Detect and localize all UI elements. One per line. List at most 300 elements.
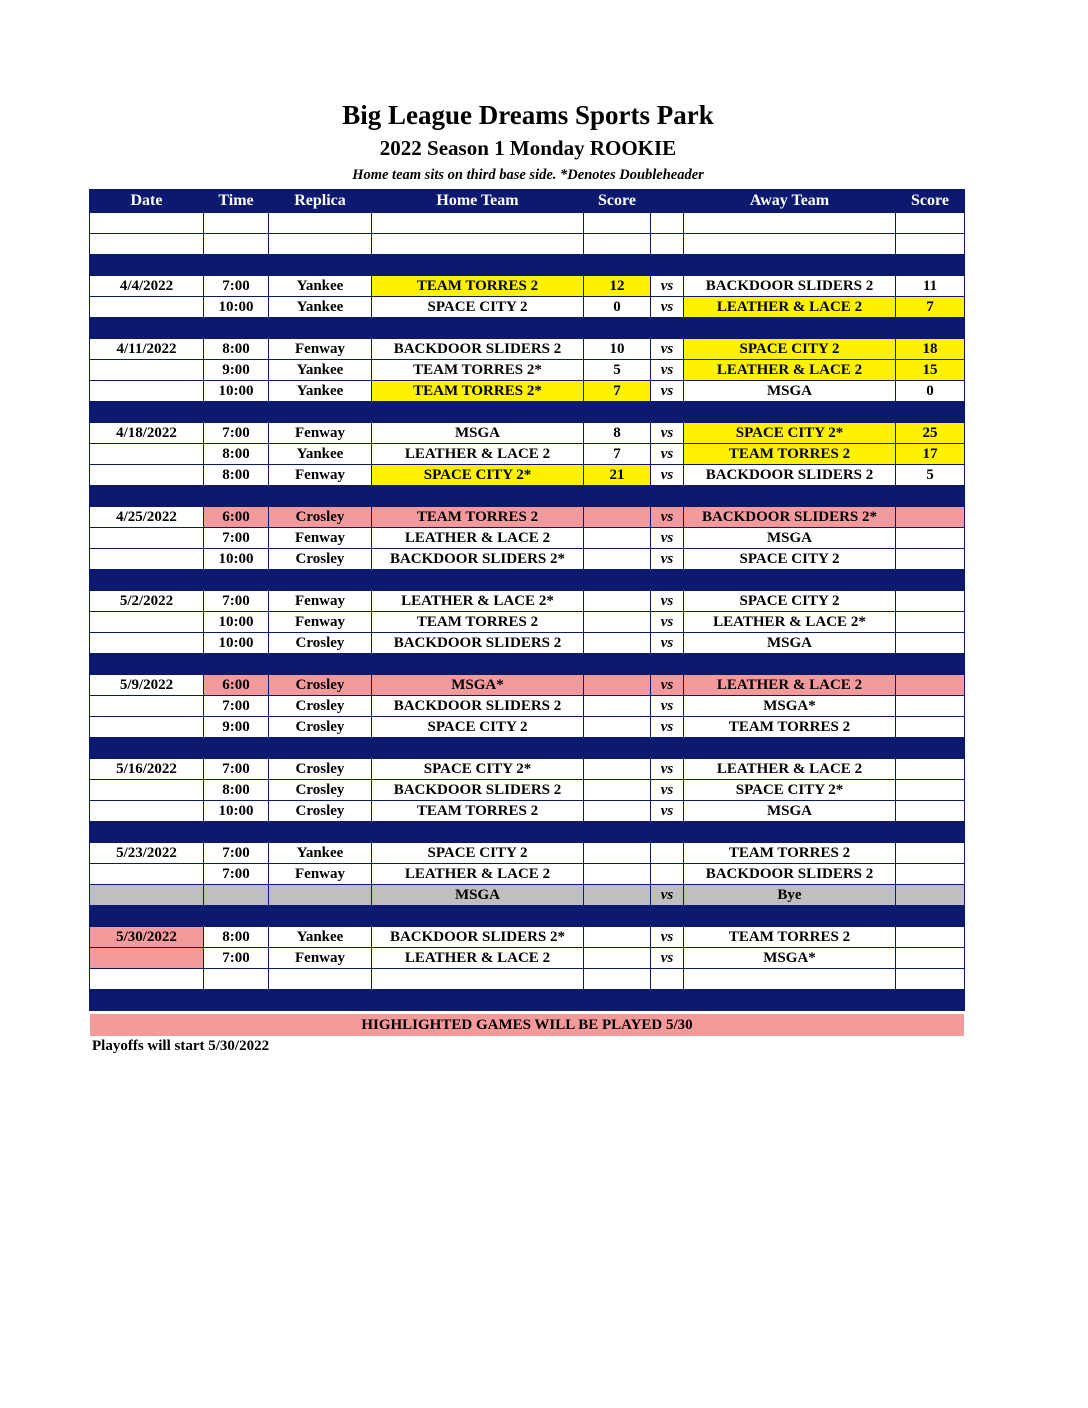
home-score-cell <box>584 402 651 423</box>
time-cell: 9:00 <box>204 717 269 738</box>
away-score-cell: 18 <box>896 339 965 360</box>
home-score-cell: 8 <box>584 423 651 444</box>
time-cell: 10:00 <box>204 549 269 570</box>
away-score-cell <box>896 801 965 822</box>
vs-cell <box>651 402 684 423</box>
home-score-cell <box>584 822 651 843</box>
home-team-cell: LEATHER & LACE 2* <box>372 591 584 612</box>
replica-cell <box>269 486 372 507</box>
separator-row <box>90 486 965 507</box>
replica-cell: Crosley <box>269 801 372 822</box>
game-row <box>90 633 965 654</box>
date-cell: 5/23/2022 <box>90 843 204 864</box>
home-score-cell <box>584 507 651 528</box>
col-date: Date <box>90 190 204 213</box>
vs-cell: vs <box>651 612 684 633</box>
game-row <box>90 444 965 465</box>
home-score-cell <box>584 948 651 969</box>
date-cell <box>90 318 204 339</box>
game-row <box>90 528 965 549</box>
date-cell <box>90 255 204 276</box>
time-cell: 7:00 <box>204 864 269 885</box>
date-cell: 4/18/2022 <box>90 423 204 444</box>
time-cell <box>204 885 269 906</box>
away-team-cell: LEATHER & LACE 2* <box>684 612 896 633</box>
away-score-cell: 5 <box>896 465 965 486</box>
away-score-cell <box>896 507 965 528</box>
away-score-cell: 15 <box>896 360 965 381</box>
vs-cell: vs <box>651 360 684 381</box>
game-row <box>90 885 965 906</box>
away-score-cell <box>896 675 965 696</box>
away-score-cell <box>896 906 965 927</box>
home-team-cell: SPACE CITY 2 <box>372 843 584 864</box>
away-team-cell <box>684 990 896 1011</box>
home-team-cell <box>372 234 584 255</box>
date-cell <box>90 465 204 486</box>
home-team-cell <box>372 255 584 276</box>
away-score-cell <box>896 549 965 570</box>
away-team-cell: SPACE CITY 2* <box>684 780 896 801</box>
away-team-cell <box>684 738 896 759</box>
home-team-cell <box>372 906 584 927</box>
home-score-cell <box>584 927 651 948</box>
home-team-cell: TEAM TORRES 2 <box>372 276 584 297</box>
home-score-cell <box>584 255 651 276</box>
game-row <box>90 780 965 801</box>
away-score-cell: 7 <box>896 297 965 318</box>
page-title: Big League Dreams Sports Park <box>342 100 714 130</box>
game-row <box>90 360 965 381</box>
date-cell <box>90 906 204 927</box>
replica-cell: Yankee <box>269 276 372 297</box>
schedule-body <box>90 213 965 1011</box>
away-score-cell <box>896 318 965 339</box>
game-row <box>90 927 965 948</box>
schedule-note: Home team sits on third base side. *Denotes Doubleheader <box>352 167 704 183</box>
game-row <box>90 423 965 444</box>
home-team-cell <box>372 990 584 1011</box>
home-team-cell: LEATHER & LACE 2 <box>372 864 584 885</box>
replica-cell: Crosley <box>269 780 372 801</box>
replica-cell <box>269 255 372 276</box>
time-cell: 8:00 <box>204 465 269 486</box>
home-score-cell: 5 <box>584 360 651 381</box>
replica-cell: Crosley <box>269 633 372 654</box>
home-team-cell: LEATHER & LACE 2 <box>372 528 584 549</box>
away-team-cell: LEATHER & LACE 2 <box>684 675 896 696</box>
game-row <box>90 339 965 360</box>
game-row <box>90 864 965 885</box>
time-cell <box>204 486 269 507</box>
separator-row <box>90 570 965 591</box>
home-team-cell: SPACE CITY 2 <box>372 297 584 318</box>
vs-cell: vs <box>651 801 684 822</box>
replica-cell <box>269 990 372 1011</box>
date-cell <box>90 213 204 234</box>
time-cell: 7:00 <box>204 276 269 297</box>
separator-row <box>90 402 965 423</box>
replica-cell: Crosley <box>269 549 372 570</box>
vs-cell: vs <box>651 633 684 654</box>
time-cell: 10:00 <box>204 297 269 318</box>
time-cell <box>204 318 269 339</box>
replica-cell <box>269 738 372 759</box>
replica-cell: Yankee <box>269 360 372 381</box>
replica-cell <box>269 822 372 843</box>
replica-cell: Yankee <box>269 444 372 465</box>
vs-cell: vs <box>651 675 684 696</box>
away-team-cell <box>684 969 896 990</box>
col-replica: Replica <box>269 190 372 213</box>
playoffs-note: Playoffs will start 5/30/2022 <box>92 1038 270 1054</box>
home-score-cell <box>584 738 651 759</box>
separator-row <box>90 654 965 675</box>
away-team-cell: MSGA <box>684 381 896 402</box>
away-team-cell: SPACE CITY 2 <box>684 591 896 612</box>
replica-cell: Yankee <box>269 927 372 948</box>
game-row <box>90 591 965 612</box>
time-cell: 9:00 <box>204 360 269 381</box>
home-score-cell <box>584 843 651 864</box>
time-cell: 8:00 <box>204 780 269 801</box>
replica-cell: Crosley <box>269 507 372 528</box>
home-team-cell: MSGA* <box>372 675 584 696</box>
date-cell: 5/9/2022 <box>90 675 204 696</box>
away-team-cell <box>684 654 896 675</box>
game-row <box>90 276 965 297</box>
vs-cell: vs <box>651 717 684 738</box>
col-home-score: Score <box>584 190 651 213</box>
vs-cell <box>651 990 684 1011</box>
page-subtitle: 2022 Season 1 Monday ROOKIE <box>379 136 677 160</box>
home-team-cell: BACKDOOR SLIDERS 2 <box>372 780 584 801</box>
home-score-cell: 12 <box>584 276 651 297</box>
vs-cell <box>651 255 684 276</box>
home-score-cell <box>584 675 651 696</box>
away-score-cell: 11 <box>896 276 965 297</box>
time-cell: 7:00 <box>204 528 269 549</box>
time-cell: 7:00 <box>204 696 269 717</box>
replica-cell <box>269 654 372 675</box>
game-row <box>90 717 965 738</box>
date-cell <box>90 360 204 381</box>
date-cell <box>90 696 204 717</box>
vs-cell: vs <box>651 549 684 570</box>
away-score-cell <box>896 528 965 549</box>
game-row <box>90 696 965 717</box>
away-score-cell <box>896 486 965 507</box>
home-score-cell <box>584 486 651 507</box>
home-team-cell <box>372 969 584 990</box>
date-cell: 5/30/2022 <box>90 927 204 948</box>
time-cell: 7:00 <box>204 948 269 969</box>
vs-cell: vs <box>651 276 684 297</box>
vs-cell: vs <box>651 297 684 318</box>
replica-cell: Yankee <box>269 297 372 318</box>
game-row <box>90 465 965 486</box>
replica-cell <box>269 570 372 591</box>
blank-row <box>90 969 965 990</box>
home-team-cell: BACKDOOR SLIDERS 2* <box>372 549 584 570</box>
away-score-cell <box>896 402 965 423</box>
home-score-cell <box>584 864 651 885</box>
vs-cell <box>651 738 684 759</box>
game-row <box>90 297 965 318</box>
vs-cell: vs <box>651 465 684 486</box>
away-team-cell <box>684 318 896 339</box>
date-cell <box>90 885 204 906</box>
replica-cell: Fenway <box>269 465 372 486</box>
time-cell: 8:00 <box>204 339 269 360</box>
replica-cell <box>269 213 372 234</box>
away-score-cell <box>896 696 965 717</box>
separator-row <box>90 990 965 1011</box>
schedule-table <box>89 189 965 1011</box>
vs-cell: vs <box>651 948 684 969</box>
vs-cell: vs <box>651 759 684 780</box>
separator-row <box>90 318 965 339</box>
time-cell <box>204 234 269 255</box>
time-cell <box>204 969 269 990</box>
vs-cell: vs <box>651 885 684 906</box>
date-cell <box>90 801 204 822</box>
away-score-cell <box>896 843 965 864</box>
away-team-cell: TEAM TORRES 2 <box>684 717 896 738</box>
home-score-cell <box>584 612 651 633</box>
away-score-cell <box>896 822 965 843</box>
away-score-cell <box>896 738 965 759</box>
home-score-cell <box>584 591 651 612</box>
home-team-cell: LEATHER & LACE 2 <box>372 948 584 969</box>
away-score-cell <box>896 570 965 591</box>
away-score-cell: 17 <box>896 444 965 465</box>
away-team-cell: TEAM TORRES 2 <box>684 927 896 948</box>
separator-row <box>90 822 965 843</box>
away-score-cell <box>896 591 965 612</box>
away-team-cell: LEATHER & LACE 2 <box>684 759 896 780</box>
home-score-cell: 10 <box>584 339 651 360</box>
vs-cell <box>651 822 684 843</box>
away-score-cell <box>896 759 965 780</box>
date-cell <box>90 633 204 654</box>
away-team-cell: SPACE CITY 2 <box>684 339 896 360</box>
time-cell: 6:00 <box>204 507 269 528</box>
home-score-cell: 21 <box>584 465 651 486</box>
away-score-cell <box>896 780 965 801</box>
time-cell: 7:00 <box>204 843 269 864</box>
home-team-cell: SPACE CITY 2 <box>372 717 584 738</box>
away-score-cell <box>896 213 965 234</box>
date-cell <box>90 570 204 591</box>
replica-cell <box>269 402 372 423</box>
home-score-cell: 0 <box>584 297 651 318</box>
away-team-cell <box>684 402 896 423</box>
date-cell <box>90 780 204 801</box>
replica-cell: Fenway <box>269 591 372 612</box>
game-row <box>90 801 965 822</box>
game-row <box>90 507 965 528</box>
separator-row <box>90 738 965 759</box>
away-score-cell <box>896 948 965 969</box>
time-cell: 6:00 <box>204 675 269 696</box>
replica-cell <box>269 906 372 927</box>
away-team-cell: TEAM TORRES 2 <box>684 843 896 864</box>
vs-cell: vs <box>651 339 684 360</box>
replica-cell: Crosley <box>269 675 372 696</box>
home-team-cell: TEAM TORRES 2* <box>372 360 584 381</box>
home-score-cell <box>584 717 651 738</box>
date-cell <box>90 969 204 990</box>
time-cell: 10:00 <box>204 801 269 822</box>
away-score-cell <box>896 864 965 885</box>
away-score-cell <box>896 927 965 948</box>
home-team-cell: BACKDOOR SLIDERS 2 <box>372 633 584 654</box>
home-team-cell <box>372 318 584 339</box>
away-score-cell <box>896 990 965 1011</box>
time-cell: 7:00 <box>204 759 269 780</box>
date-cell <box>90 528 204 549</box>
date-cell <box>90 549 204 570</box>
col-time: Time <box>204 190 269 213</box>
home-score-cell <box>584 780 651 801</box>
home-score-cell <box>584 528 651 549</box>
time-cell: 10:00 <box>204 633 269 654</box>
away-team-cell: SPACE CITY 2* <box>684 423 896 444</box>
date-cell <box>90 948 204 969</box>
home-score-cell <box>584 633 651 654</box>
home-score-cell <box>584 696 651 717</box>
replica-cell <box>269 885 372 906</box>
away-team-cell: Bye <box>684 885 896 906</box>
away-team-cell: MSGA <box>684 528 896 549</box>
away-team-cell: BACKDOOR SLIDERS 2 <box>684 276 896 297</box>
home-score-cell <box>584 801 651 822</box>
time-cell: 7:00 <box>204 423 269 444</box>
away-team-cell <box>684 570 896 591</box>
home-team-cell <box>372 213 584 234</box>
away-score-cell: 25 <box>896 423 965 444</box>
home-team-cell: TEAM TORRES 2 <box>372 612 584 633</box>
home-score-cell <box>584 969 651 990</box>
col-vs <box>651 190 684 213</box>
home-score-cell <box>584 654 651 675</box>
col-away-team: Away Team <box>684 190 896 213</box>
home-team-cell: TEAM TORRES 2 <box>372 801 584 822</box>
home-score-cell: 7 <box>584 381 651 402</box>
away-score-cell <box>896 234 965 255</box>
time-cell <box>204 822 269 843</box>
home-team-cell: LEATHER & LACE 2 <box>372 444 584 465</box>
away-score-cell <box>896 717 965 738</box>
date-cell <box>90 717 204 738</box>
game-row <box>90 381 965 402</box>
game-row <box>90 948 965 969</box>
away-score-cell <box>896 969 965 990</box>
away-team-cell: BACKDOOR SLIDERS 2* <box>684 507 896 528</box>
date-cell: 4/25/2022 <box>90 507 204 528</box>
vs-cell <box>651 213 684 234</box>
home-score-cell <box>584 990 651 1011</box>
home-team-cell <box>372 402 584 423</box>
vs-cell: vs <box>651 423 684 444</box>
time-cell: 10:00 <box>204 381 269 402</box>
date-cell <box>90 654 204 675</box>
vs-cell <box>651 318 684 339</box>
home-team-cell: BACKDOOR SLIDERS 2* <box>372 927 584 948</box>
game-row <box>90 675 965 696</box>
away-team-cell <box>684 213 896 234</box>
date-cell <box>90 297 204 318</box>
replica-cell: Yankee <box>269 843 372 864</box>
vs-cell: vs <box>651 381 684 402</box>
away-score-cell <box>896 255 965 276</box>
home-team-cell <box>372 822 584 843</box>
time-cell <box>204 570 269 591</box>
home-score-cell <box>584 318 651 339</box>
vs-cell <box>651 969 684 990</box>
date-cell: 5/16/2022 <box>90 759 204 780</box>
date-cell <box>90 612 204 633</box>
separator-row <box>90 255 965 276</box>
game-row <box>90 549 965 570</box>
home-team-cell <box>372 486 584 507</box>
home-team-cell: MSGA <box>372 885 584 906</box>
replica-cell: Fenway <box>269 612 372 633</box>
date-cell <box>90 234 204 255</box>
vs-cell <box>651 654 684 675</box>
home-team-cell <box>372 654 584 675</box>
highlight-note: HIGHLIGHTED GAMES WILL BE PLAYED 5/30 <box>90 1014 964 1036</box>
header-row <box>90 190 965 213</box>
vs-cell: vs <box>651 528 684 549</box>
vs-cell: vs <box>651 696 684 717</box>
vs-cell: vs <box>651 927 684 948</box>
home-score-cell <box>584 549 651 570</box>
date-cell <box>90 402 204 423</box>
separator-row <box>90 906 965 927</box>
home-team-cell: MSGA <box>372 423 584 444</box>
vs-cell <box>651 906 684 927</box>
date-cell <box>90 864 204 885</box>
time-cell: 8:00 <box>204 444 269 465</box>
home-team-cell <box>372 738 584 759</box>
vs-cell <box>651 570 684 591</box>
away-team-cell: BACKDOOR SLIDERS 2 <box>684 465 896 486</box>
time-cell: 10:00 <box>204 612 269 633</box>
away-score-cell: 0 <box>896 381 965 402</box>
col-away-score: Score <box>896 190 965 213</box>
date-cell <box>90 486 204 507</box>
replica-cell <box>269 969 372 990</box>
replica-cell <box>269 318 372 339</box>
away-team-cell: BACKDOOR SLIDERS 2 <box>684 864 896 885</box>
game-row <box>90 843 965 864</box>
away-score-cell <box>896 885 965 906</box>
replica-cell <box>269 234 372 255</box>
replica-cell: Fenway <box>269 339 372 360</box>
away-team-cell: SPACE CITY 2 <box>684 549 896 570</box>
away-team-cell <box>684 234 896 255</box>
time-cell: 8:00 <box>204 927 269 948</box>
away-team-cell <box>684 486 896 507</box>
col-home-team: Home Team <box>372 190 584 213</box>
away-team-cell <box>684 822 896 843</box>
replica-cell: Crosley <box>269 717 372 738</box>
home-team-cell: SPACE CITY 2* <box>372 759 584 780</box>
time-cell <box>204 255 269 276</box>
away-team-cell: TEAM TORRES 2 <box>684 444 896 465</box>
